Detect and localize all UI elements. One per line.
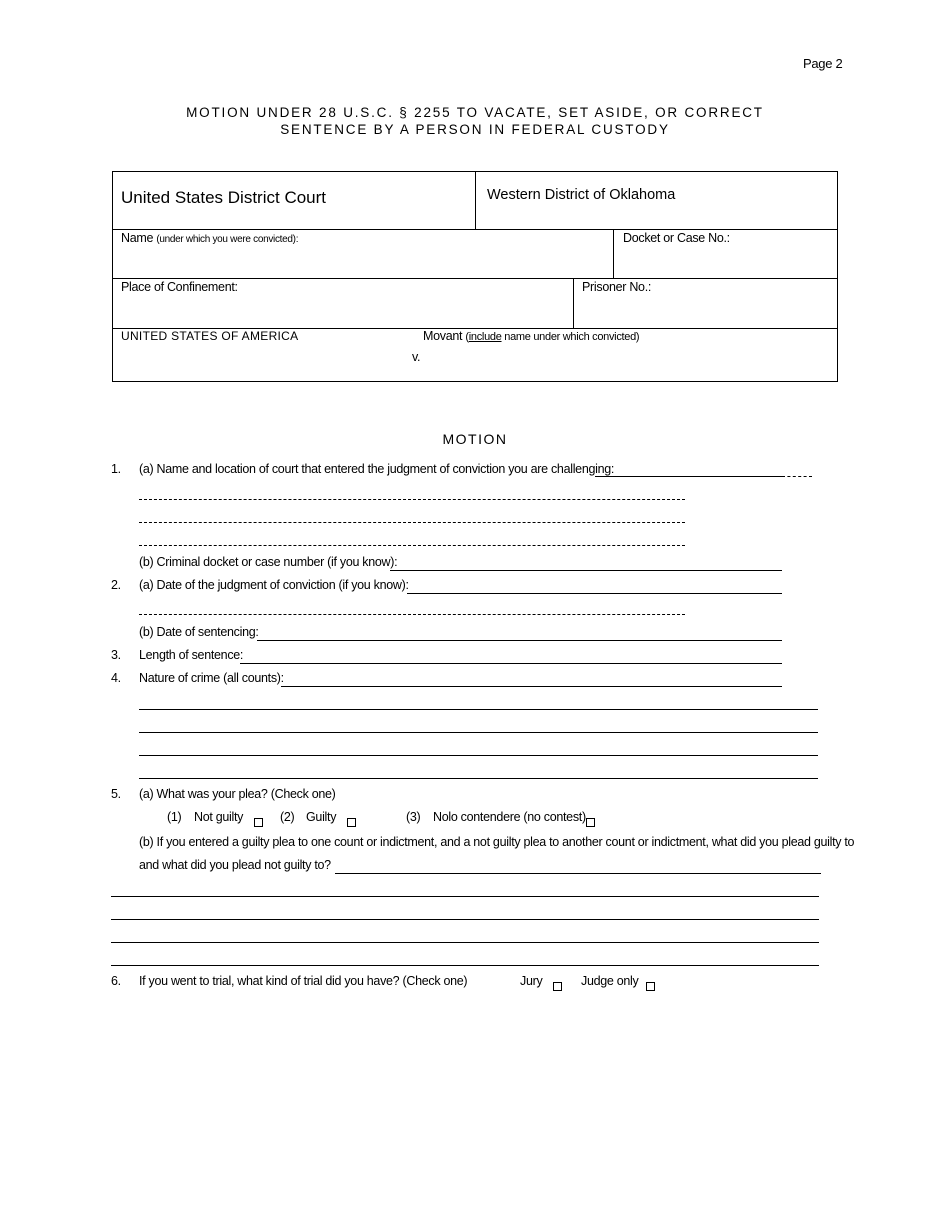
q2a-label: (a) Date of the judgment of conviction (if you know): (139, 578, 409, 592)
q3-label: Length of sentence: (139, 648, 244, 662)
q4-answer-line[interactable] (281, 686, 782, 687)
q5-option-1-number: (1) (167, 810, 182, 824)
versus-label: v. (412, 350, 421, 364)
court-divider (475, 171, 476, 230)
q1b-answer-line[interactable] (390, 570, 782, 571)
guilty-checkbox[interactable] (347, 813, 356, 831)
court-name: United States District Court (121, 188, 327, 207)
q5-option-3-number: (3) (406, 810, 421, 824)
q5-option-guilty-label: Guilty (306, 810, 337, 824)
q4-number: 4. (111, 671, 121, 685)
q2-number: 2. (111, 578, 121, 592)
section-title: MOTION (442, 431, 508, 447)
q5a-label: (a) What was your plea? (Check one) (139, 787, 336, 801)
q4-answer-line-4[interactable] (139, 755, 818, 756)
docket-field-label: Docket or Case No.: (623, 231, 730, 245)
district-name: Western District of Oklahoma (487, 187, 676, 203)
q5b-answer-line-2[interactable] (111, 896, 819, 897)
q4-label: Nature of crime (all counts): (139, 671, 284, 685)
q4-answer-line-3[interactable] (139, 732, 818, 733)
nolo-contendere-checkbox[interactable] (586, 813, 595, 831)
q2a-answer-line-2[interactable] (139, 614, 685, 615)
docket-divider (613, 229, 614, 279)
q1a-label: (a) Name and location of court that entered the judgment of conviction you are challenging: (139, 462, 615, 476)
q5-number: 5. (111, 787, 121, 801)
q4-answer-line-2[interactable] (139, 709, 818, 710)
respondent-usa: UNITED STATES OF AMERICA (121, 329, 299, 343)
row-divider-2 (112, 278, 838, 279)
q1a-answer-line-4[interactable] (139, 545, 685, 546)
q2b-label: (b) Date of sentencing: (139, 625, 259, 639)
q6-option-judge-only-label: Judge only (581, 974, 639, 988)
q1a-answer-dash (782, 476, 812, 477)
page-number: Page 2 (803, 56, 843, 71)
q6-number: 6. (111, 974, 121, 988)
q5b-answer-line-3[interactable] (111, 919, 819, 920)
confinement-field-label: Place of Confinement: (121, 280, 238, 294)
q2a-answer-line[interactable] (407, 593, 782, 594)
q5b-label-line2: and what did you plead not guilty to? (139, 858, 331, 872)
q2b-answer-line[interactable] (257, 640, 782, 641)
q4-answer-line-5[interactable] (139, 778, 818, 779)
q1b-label: (b) Criminal docket or case number (if you know): (139, 555, 398, 569)
q3-number: 3. (111, 648, 121, 662)
q3-answer-line[interactable] (240, 663, 782, 664)
judge-only-checkbox[interactable] (646, 977, 655, 995)
not-guilty-checkbox[interactable] (254, 813, 263, 831)
movant-label: Movant (include name under which convicted) (423, 329, 640, 343)
form-title-line1: MOTION UNDER 28 U.S.C. § 2255 TO VACATE, SET ASIDE, OR CORRECT (186, 105, 764, 120)
q5b-label-line1: (b) If you entered a guilty plea to one count or indictment, and a not guilty plea to another count or indictment, what did you plead guilty to (139, 835, 855, 849)
jury-checkbox[interactable] (553, 977, 562, 995)
q5b-answer-line-5[interactable] (111, 965, 819, 966)
q5-option-not-guilty-label: Not guilty (194, 810, 244, 824)
q1a-answer-line-2[interactable] (139, 499, 685, 500)
q5b-answer-line[interactable] (335, 873, 821, 874)
prisoner-number-label: Prisoner No.: (582, 280, 652, 294)
form-title-line2: SENTENCE BY A PERSON IN FEDERAL CUSTODY (280, 122, 670, 137)
q6-option-jury-label: Jury (520, 974, 543, 988)
row-divider-1 (112, 229, 838, 230)
q5-option-2-number: (2) (280, 810, 295, 824)
q1-number: 1. (111, 462, 121, 476)
q5b-answer-line-4[interactable] (111, 942, 819, 943)
prisoner-divider (573, 278, 574, 329)
q1a-answer-line[interactable] (595, 476, 782, 477)
q1a-answer-line-3[interactable] (139, 522, 685, 523)
q5-option-nolo-label: Nolo contendere (no contest) (433, 810, 586, 824)
q6-label: If you went to trial, what kind of trial did you have? (Check one) (139, 974, 468, 988)
name-field-label: Name (under which you were convicted): (121, 231, 299, 245)
